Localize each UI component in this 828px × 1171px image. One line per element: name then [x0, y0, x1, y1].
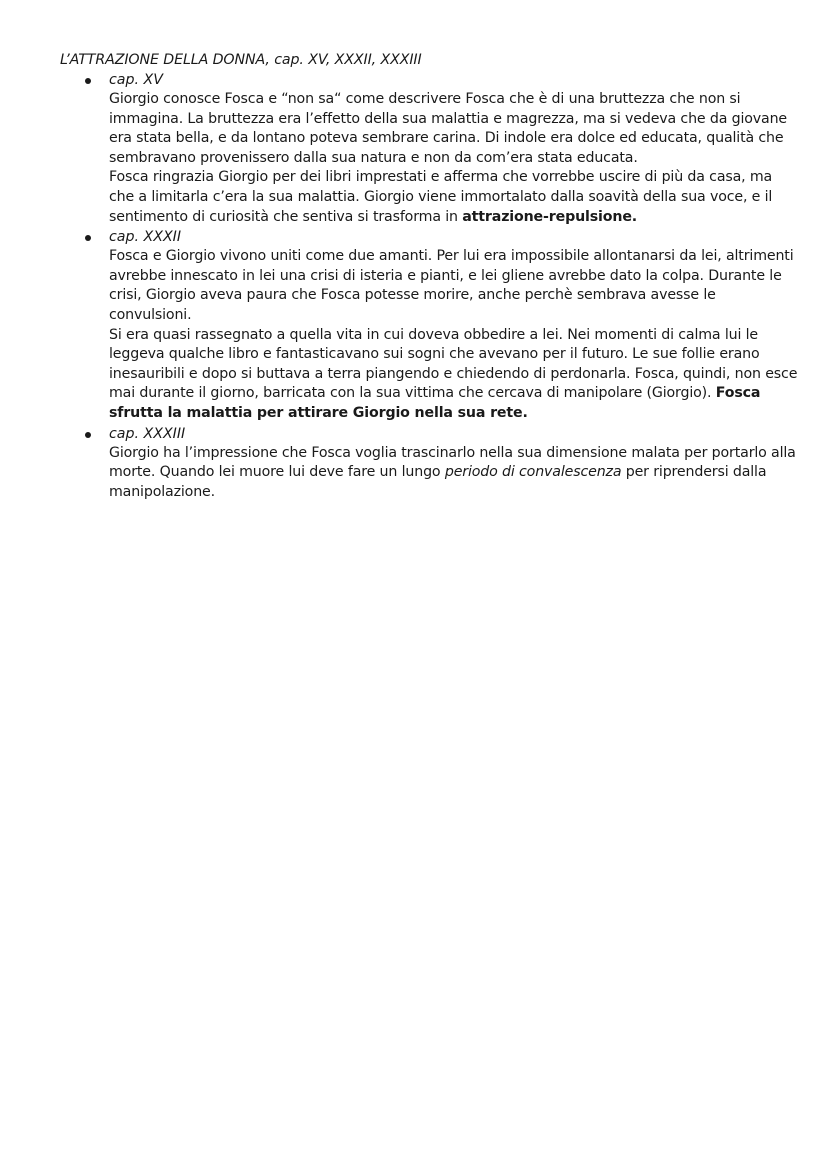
paragraph [109, 326, 798, 424]
bullet-icon [85, 78, 91, 84]
paragraph-text: Si era quasi rassegnato a quella vita in cui doveva obbedire a lei. Nei momenti di calma lui le leggeva qualche libro e fantasticavano sui sogni che avevano per il futuro. Le sue follie erano inesauribili e dopo si buttava a terra piangendo e chiedendo di perdonarla. Fosca, quindi, non esce mai durante il giorno, barricata con la sua vittima che cercava di manipolare (Giorgio). [109, 326, 798, 402]
document-title: L’ATTRAZIONE DELLA DONNA, cap. XV, XXXII, XXXIII [60, 52, 422, 68]
bullet-icon [85, 432, 91, 438]
paragraph-text: Giorgio ha l’impressione che Fosca voglia trascinarlo nella sua dimensione malata per portarlo alla morte. Quando lei muore lui deve fare un lungo [109, 444, 796, 481]
bullet-icon [85, 235, 91, 241]
paragraph: Fosca e Giorgio vivono uniti come due amanti. Per lui era impossibile allontanarsi da lei, altrimenti avrebbe innescato in lei una crisi di isteria e pianti, e lei gliene avrebbe dato la colpa. Durante le crisi, Giorgio aveva paura che Fosca potesse morire, anche perchè sembrava avesse le convulsioni. [109, 248, 794, 323]
chapter-heading: cap. XXXIII [109, 425, 186, 442]
chapter-list [60, 70, 798, 502]
chapter-item-xv [60, 70, 798, 227]
paragraph-text: Fosca ringrazia Giorgio per dei libri imprestati e afferma che vorrebbe uscire di più da casa, ma che a limitarla c’era la sua malattia. Giorgio viene immortalato dalla soavità della sua voce, e il sentimento di curiosità che sentiva si trasforma in [109, 169, 773, 225]
italic-text: periodo di convalescenza [444, 464, 622, 481]
paragraph: Giorgio conosce Fosca e “non sa“ come descrivere Fosca che è di una bruttezza che non si immagina. La bruttezza era l’effetto della sua malattia e magrezza, ma si vedeva che da giovane era stata bella, e da lontano poteva sembrare carina. Di indole era dolce ed educata, qualità che sembravano provenissero dalla sua natura e non da com’era stata educata. [109, 91, 788, 166]
chapter-heading: cap. XXXII [109, 229, 182, 246]
paragraph [109, 168, 798, 227]
paragraph [109, 444, 798, 503]
chapter-item-xxxii [60, 227, 798, 423]
chapter-heading: cap. XV [109, 72, 163, 88]
bold-text: attrazione-repulsione. [462, 208, 638, 225]
paragraph-text: per riprendersi dalla manipolazione. [109, 464, 767, 500]
bold-text: Fosca sfrutta la malattia per attirare Giorgio nella sua rete. [109, 385, 761, 421]
chapter-item-xxxiii [60, 424, 798, 503]
